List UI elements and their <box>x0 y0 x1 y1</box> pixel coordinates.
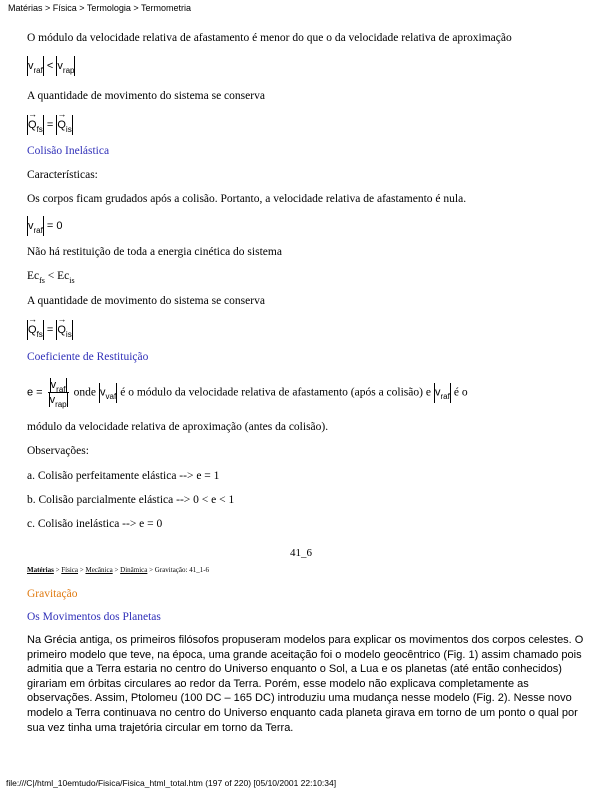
heading-colisao-inelastica: Colisão Inelástica <box>27 145 110 157</box>
section-title: Gravitação <box>27 588 78 600</box>
text-line: A quantidade de movimento do sistema se conserva <box>27 90 265 102</box>
text-line: Não há restituição de toda a energia cinética do sistema <box>27 246 282 258</box>
formula-momentum-2: → $Q_{fs}$ = → $Q_{is}$ <box>27 320 73 340</box>
breadcrumb-tail: > Gravitação: 41_1-6 <box>149 566 210 574</box>
formula-vraf-lt-vrap: $v_{raf} < v_{rap}$ <box>27 56 75 76</box>
text-line: módulo da velocidade relativa de aproximação (antes da colisão). <box>27 421 329 433</box>
breadcrumb-link-materias[interactable]: Matérias <box>27 566 54 574</box>
breadcrumb-link-mecanica[interactable]: Mecânica <box>85 566 113 574</box>
observation-item: c. Colisão inelástica --> e = 0 <box>27 518 163 530</box>
text-line: Características: <box>27 169 98 181</box>
observation-item: b. Colisão parcialmente elástica --> 0 < e < 1 <box>27 494 235 506</box>
text-line: Observações: <box>27 445 89 457</box>
observation-item: a. Colisão perfeitamente elástica --> e = 1 <box>27 470 220 482</box>
text-line: Os corpos ficam grudados após a colisão. Portanto, a velocidade relativa de afastamento é nula. <box>27 193 467 205</box>
page-number: 41_6 <box>290 547 312 559</box>
footer-path: file:///C|/html_10emtudo/Fisica/Fisica_html_total.htm (197 of 220) [05/10/2001 22:10:34] <box>6 778 337 788</box>
subsection-title: Os Movimentos dos Planetas <box>27 611 161 623</box>
breadcrumb-link-fisica[interactable]: Física <box>61 566 79 574</box>
heading-coeficiente: Coeficiente de Restituição <box>27 351 149 363</box>
breadcrumb: Matérias > Física > Termologia > Termometria <box>8 3 191 13</box>
formula-vraf-zero: $v_{raf} = 0$ <box>27 216 63 236</box>
text-line: O módulo da velocidade relativa de afastamento é menor do que o da velocidade relativa de aproximação <box>27 32 512 44</box>
formula-coefficient: e = $\frac{v_{raf}}{v_{rap}}$ onde $v_{vaf}$ é o módulo da velocidade relativa de afastamento (após a colisão) e $v_{raf}$ é o <box>27 378 468 409</box>
formula-momentum: → $Q_{fs}$ = → $Q_{is}$ <box>27 115 73 135</box>
body-paragraph: Na Grécia antiga, os primeiros filósofos propuseram modelos para explicar os movimentos dos corpos celestes. O primeiro modelo que teve, na época, uma grande aceitação foi o modelo geocêntrico (Fig. 1) assim chamado pois admitia que a Terra estaria no centro do Universo enquanto o Sol, a Lua e os planetas (até então conhecidos) girariam em órbitas circulares ao redor da Terra. Porém, esse modelo não explicava completamente as observações. Assim, Ptolomeu (100 DC – 165 DC) introduziu uma mudança nesse modelo (Fig. 2). Nesse novo modelo a Terra continuava no centro do Universo enquanto cada planeta girava em torno de um ponto o qual por sua vez tinha uma trajetória circular em torno da Terra. <box>27 634 584 734</box>
text-line: A quantidade de movimento do sistema se conserva <box>27 295 265 307</box>
breadcrumb-secondary: Matérias > Física > Mecânica > Dinâmica > Gravitação: 41_1-6 <box>27 566 210 574</box>
breadcrumb-link-dinamica[interactable]: Dinâmica <box>120 566 148 574</box>
formula-energy: $Ec_{fs} < Ec_{is}$ <box>27 270 75 285</box>
fraction: $\frac{v_{raf}}{v_{rap}}$ <box>49 378 67 409</box>
